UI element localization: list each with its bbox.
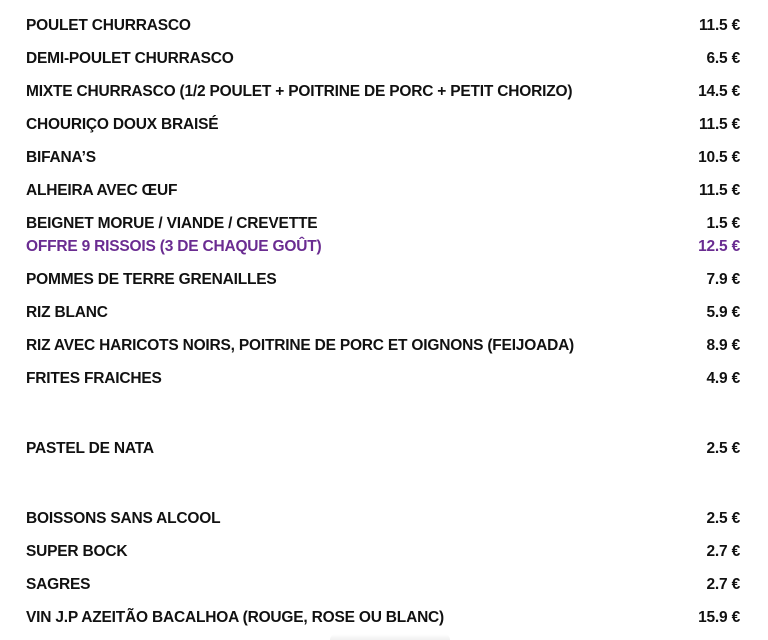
menu-item bbox=[26, 573, 740, 597]
menu-item bbox=[26, 507, 740, 531]
item-name: CHOURIÇO DOUX BRAISÉ bbox=[26, 116, 219, 133]
item-name: MIXTE CHURRASCO (1/2 POULET + POITRINE DE PORC + PETIT CHORIZO) bbox=[26, 83, 573, 100]
menu-item bbox=[26, 540, 740, 564]
item-price: 4.9 € bbox=[706, 370, 740, 387]
item-name: RIZ BLANC bbox=[26, 304, 108, 321]
item-name: BIFANA’S bbox=[26, 149, 96, 166]
item-name: POULET CHURRASCO bbox=[26, 17, 191, 34]
item-price: 11.5 € bbox=[698, 182, 740, 199]
item-price: 2.5 € bbox=[706, 440, 740, 457]
item-name: ALHEIRA AVEC ŒUF bbox=[26, 182, 178, 199]
item-price: 14.5 € bbox=[698, 83, 740, 100]
menu-item bbox=[26, 334, 740, 358]
item-name: PASTEL DE NATA bbox=[26, 440, 154, 457]
item-price: 2.7 € bbox=[706, 543, 740, 560]
menu-item bbox=[26, 212, 740, 236]
item-price: 10.5 € bbox=[698, 149, 740, 166]
item-price: 6.5 € bbox=[706, 50, 740, 67]
item-price: 2.7 € bbox=[706, 576, 740, 593]
menu-item bbox=[26, 47, 740, 71]
item-price: 8.9 € bbox=[706, 337, 740, 354]
item-name: SAGRES bbox=[26, 576, 91, 593]
menu-item bbox=[26, 301, 740, 325]
item-price: 12.5 € bbox=[698, 238, 740, 255]
bottom-edge-shadow bbox=[330, 634, 450, 640]
menu-item bbox=[26, 268, 740, 292]
item-name: POMMES DE TERRE GRENAILLES bbox=[26, 271, 277, 288]
item-price: 1.5 € bbox=[706, 215, 740, 232]
item-price: 7.9 € bbox=[706, 271, 740, 288]
menu-item bbox=[26, 437, 740, 461]
menu-item bbox=[26, 146, 740, 170]
item-name: DEMI-POULET CHURRASCO bbox=[26, 50, 234, 67]
menu-item bbox=[26, 606, 740, 630]
item-name: BEIGNET MORUE / VIANDE / CREVETTE bbox=[26, 215, 318, 232]
menu-item bbox=[26, 80, 740, 104]
item-name: VIN J.P AZEITÃO BACALHOA (ROUGE, ROSE OU BLANC) bbox=[26, 609, 445, 626]
item-price: 11.5 € bbox=[698, 17, 740, 34]
item-name: SUPER BOCK bbox=[26, 543, 128, 560]
item-name: FRITES FRAICHES bbox=[26, 370, 162, 387]
item-name: RIZ AVEC HARICOTS NOIRS, POITRINE DE PORC ET OIGNONS (FEIJOADA) bbox=[26, 337, 575, 354]
item-price: 2.5 € bbox=[706, 510, 740, 527]
menu-item bbox=[26, 113, 740, 137]
menu-item bbox=[26, 179, 740, 203]
menu-item bbox=[26, 14, 740, 38]
item-name: OFFRE 9 RISSOIS (3 DE CHAQUE GOÛT) bbox=[26, 238, 322, 255]
item-name: BOISSONS SANS ALCOOL bbox=[26, 510, 221, 527]
item-price: 5.9 € bbox=[706, 304, 740, 321]
item-price: 15.9 € bbox=[698, 609, 740, 626]
menu-item bbox=[26, 367, 740, 391]
item-price: 11.5 € bbox=[698, 116, 740, 133]
menu-item-promo bbox=[26, 235, 740, 259]
